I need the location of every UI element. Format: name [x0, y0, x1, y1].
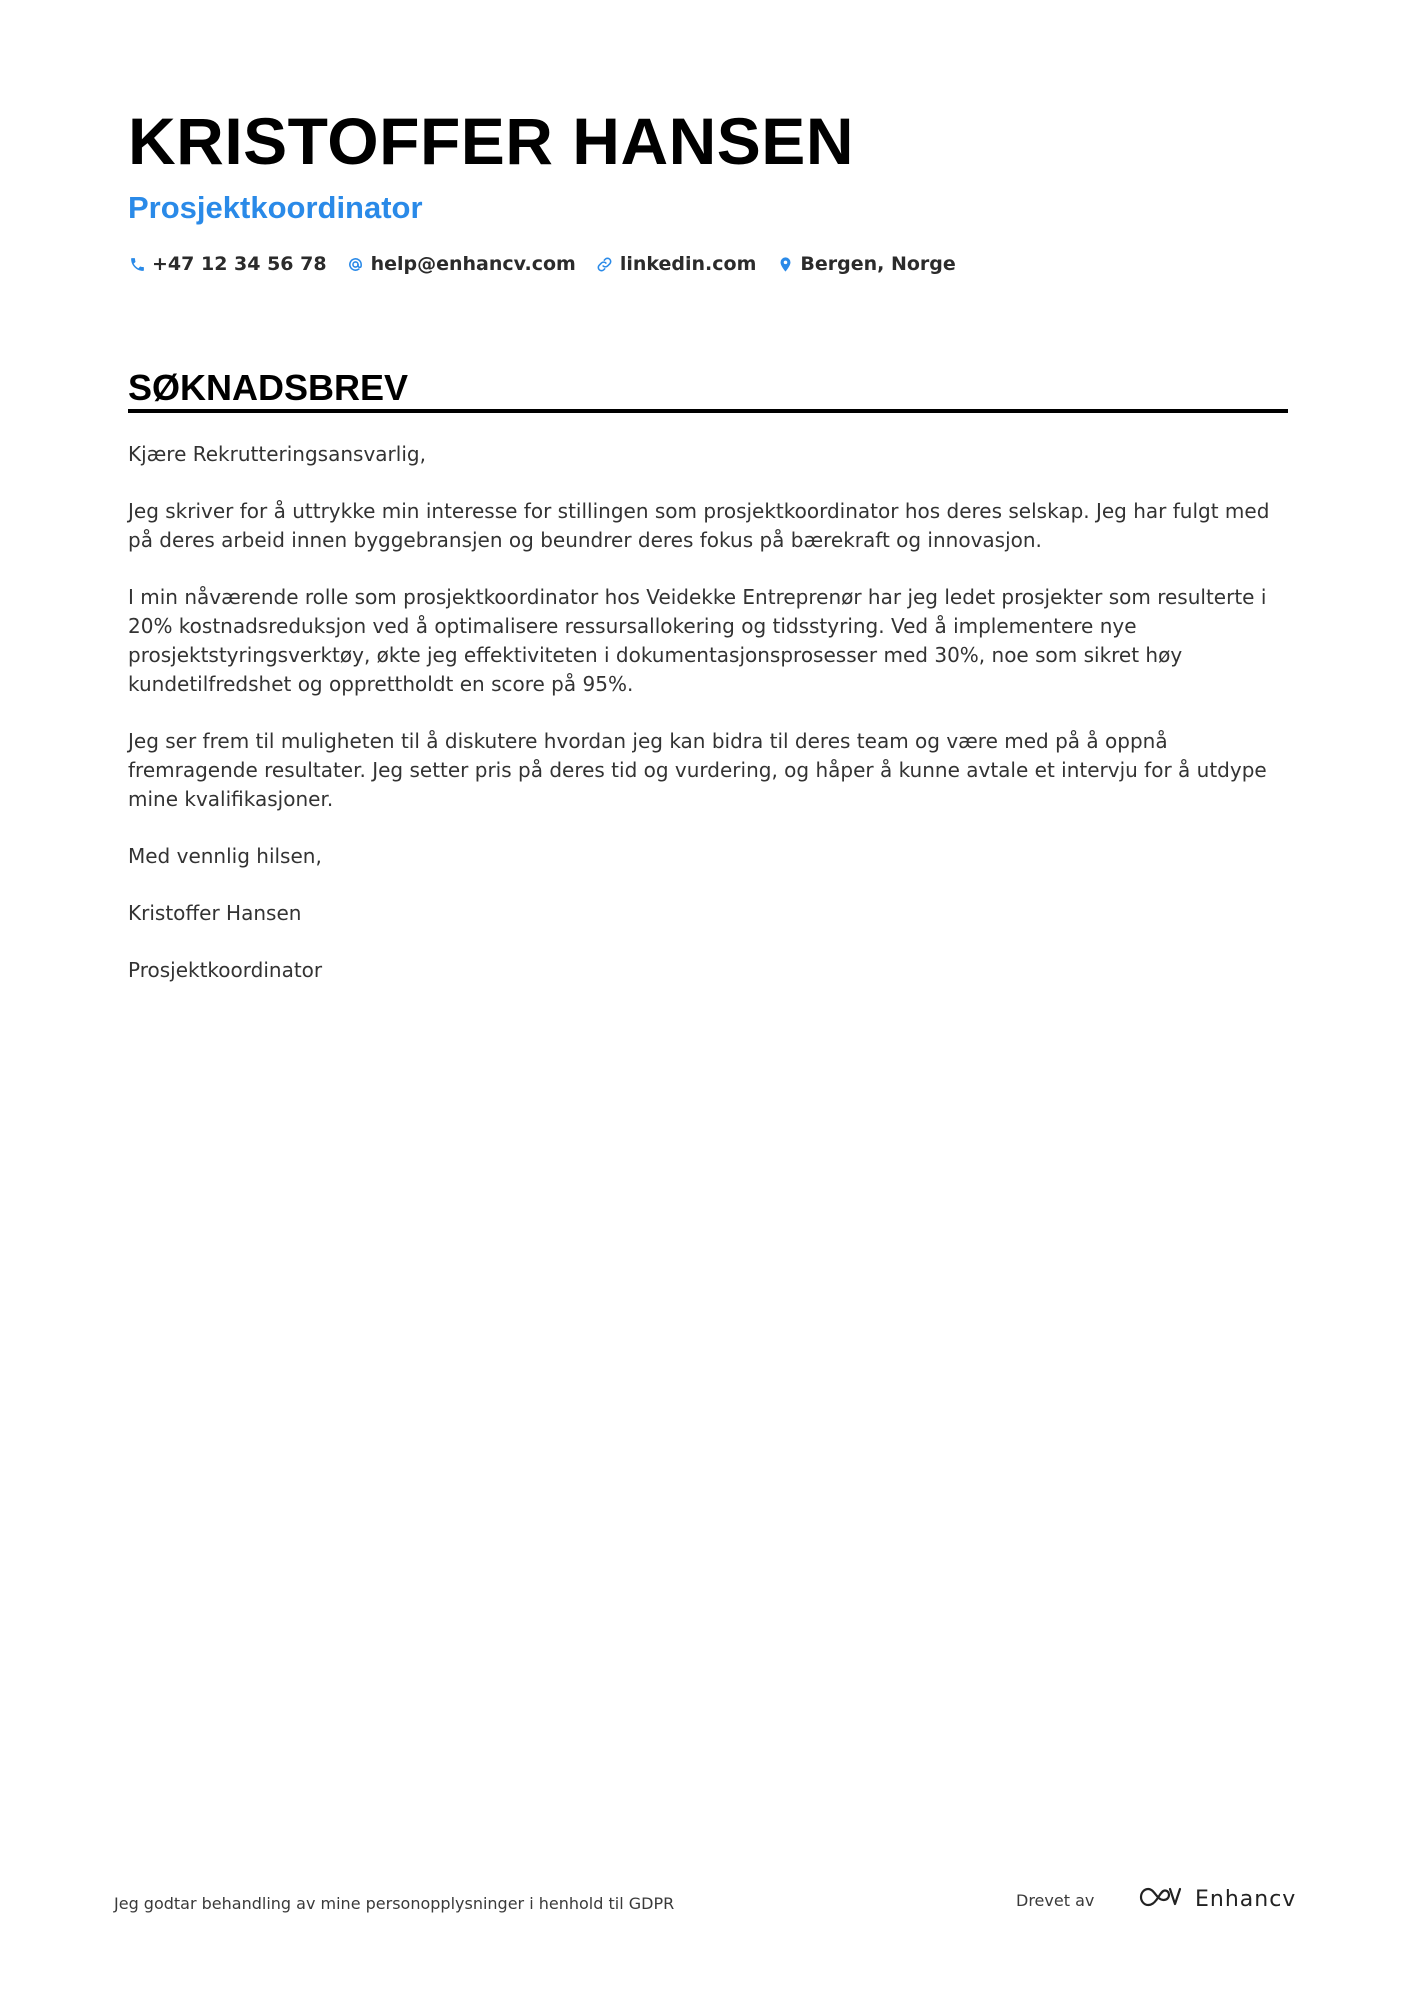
phone-text: +47 12 34 56 78: [152, 253, 327, 275]
contact-linkedin[interactable]: [596, 253, 757, 275]
letter-paragraph: I min nåværende rolle som prosjektkoordinator hos Veidekke Entreprenør har jeg ledet prosjekter som resulterte i 20% kostnadsreduksjon ved å optimalisere ressursallokering og tidsstyring. Ved å implementere nye prosjektstyringsverktøy, økte jeg effektiviteten i dokumentasjonsprosesser med 30%, noe som sikret høy kundetilfredshet og opprettholdt en score på 95%.: [128, 585, 1267, 696]
location-text: Bergen, Norge: [800, 253, 956, 275]
powered-by-label: Drevet av: [1016, 1891, 1095, 1910]
contact-phone: [128, 253, 327, 275]
candidate-role: Prosjektkoordinator: [128, 190, 423, 225]
at-icon: [347, 255, 365, 273]
signature-name: Kristoffer Hansen: [128, 901, 302, 925]
letter-paragraph: Jeg ser frem til muligheten til å diskutere hvordan jeg kan bidra til deres team og være med på å oppnå fremragende resultater. Jeg setter pris på deres tid og vurdering, og håper å kunne avtale et intervju for å utdype mine kvalifikasjoner.: [128, 729, 1267, 811]
link-icon: [596, 255, 614, 273]
enhancv-logo-icon: [1137, 1884, 1183, 1914]
location-pin-icon: [776, 255, 794, 273]
candidate-name: KRISTOFFER HANSEN: [128, 104, 854, 178]
email-link[interactable]: help@enhancv.com: [370, 253, 576, 275]
signature-title: Prosjektkoordinator: [128, 958, 323, 982]
letter-paragraph: Jeg skriver for å uttrykke min interesse for stillingen som prosjektkoordinator hos deres selskap. Jeg har fulgt med på deres arbeid innen byggebransjen og beundrer deres fokus på bærekraft og innovasjon.: [128, 499, 1270, 552]
letter-body: [128, 440, 1288, 1013]
enhancv-brand[interactable]: [1137, 1884, 1296, 1914]
contact-email[interactable]: [347, 253, 576, 275]
phone-icon: [128, 255, 146, 273]
contact-info: [128, 253, 956, 275]
section-title: SØKNADSBREV: [128, 367, 409, 408]
gdpr-consent-text: Jeg godtar behandling av mine personopplysninger i henhold til GDPR: [114, 1894, 675, 1913]
letter-closing: Med vennlig hilsen,: [128, 844, 322, 868]
brand-name: Enhancv: [1195, 1886, 1297, 1912]
letter-greeting: Kjære Rekrutteringsansvarlig,: [128, 442, 426, 466]
contact-location: [776, 253, 955, 275]
linkedin-link[interactable]: linkedin.com: [619, 253, 757, 275]
section-divider: [128, 409, 1288, 413]
